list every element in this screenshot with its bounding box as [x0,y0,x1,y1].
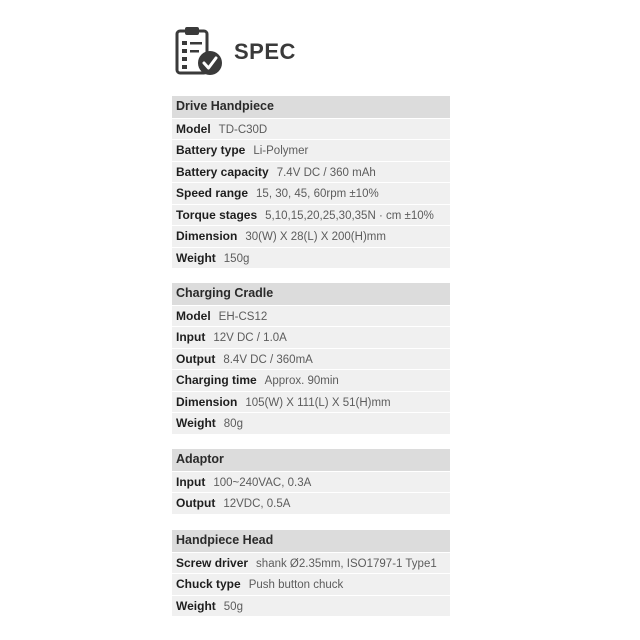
section-adaptor [172,449,450,514]
spec-row-weight [172,247,450,269]
spec-value: Approx. 90min [264,375,339,387]
spec-value: Li-Polymer [253,145,309,157]
spec-value: Push button chuck [248,579,344,591]
spec-row-input [172,471,450,493]
spec-label: Dimension [176,394,238,409]
spec-value: 5,10,15,20,25,30,35N · cm ±10% [265,209,434,222]
section-handpiece-head [172,530,450,616]
section-title: Drive Handpiece [172,96,450,118]
spec-row-model [172,118,450,140]
spec-row-weight [172,412,450,434]
spec-row-charging-time [172,369,450,391]
spec-row-chuck-type [172,573,450,595]
spec-label: Battery type [176,143,246,157]
spec-label: Battery capacity [176,164,269,179]
spec-label: Speed range [176,186,249,200]
spec-value: 12V DC / 1.0A [213,332,287,344]
section-drive-handpiece [172,96,450,268]
spec-value: TD-C30D [218,123,268,136]
spec-value: 12VDC, 0.5A [223,498,291,510]
spec-row-screw-driver [172,552,450,574]
spec-value: 150g [223,252,250,265]
spec-value: shank Ø2.35mm, ISO1797-1 Type1 [256,557,437,570]
spec-value: 8.4V DC / 360mA [223,353,313,366]
section-title: Charging Cradle [172,283,450,305]
spec-label: Model [176,308,211,323]
spec-label: Charging time [176,373,257,387]
spec-value: 15, 30, 45, 60rpm ±10% [256,188,379,200]
spec-row-weight [172,595,450,617]
section-title: Handpiece Head [172,530,450,552]
spec-label: Chuck type [176,577,241,591]
spec-header [174,24,296,80]
clipboard-check-icon [174,25,226,79]
spec-label: Screw driver [176,555,249,570]
spec-value: 50g [223,600,243,613]
spec-value: 80g [223,418,243,430]
spec-row-output [172,492,450,514]
spec-row-output [172,348,450,370]
page-title: SPEC [234,39,296,64]
spec-label: Torque stages [176,207,258,222]
spec-label: Dimension [176,229,238,243]
spec-row-torque-stages [172,204,450,226]
spec-row-battery-capacity [172,161,450,183]
spec-value: EH-CS12 [218,310,268,323]
spec-label: Weight [176,250,216,265]
spec-label: Output [176,496,216,510]
spec-value: 105(W) X 111(L) X 51(H)mm [245,396,391,409]
spec-label: Input [176,330,206,344]
spec-value: 7.4V DC / 360 mAh [276,166,376,179]
section-title: Adaptor [172,449,450,471]
spec-row-speed-range [172,182,450,204]
spec-row-dimension [172,225,450,247]
spec-row-model [172,305,450,327]
spec-label: Input [176,474,206,489]
spec-label: Weight [176,598,216,613]
spec-label: Model [176,121,211,136]
spec-row-battery-type [172,139,450,161]
spec-row-dimension [172,391,450,413]
spec-value: 30(W) X 28(L) X 200(H)mm [245,231,386,243]
section-charging-cradle [172,283,450,434]
spec-value: 100~240VAC, 0.3A [213,476,312,489]
spec-label: Weight [176,416,216,430]
spec-label: Output [176,351,216,366]
spec-row-input [172,326,450,348]
